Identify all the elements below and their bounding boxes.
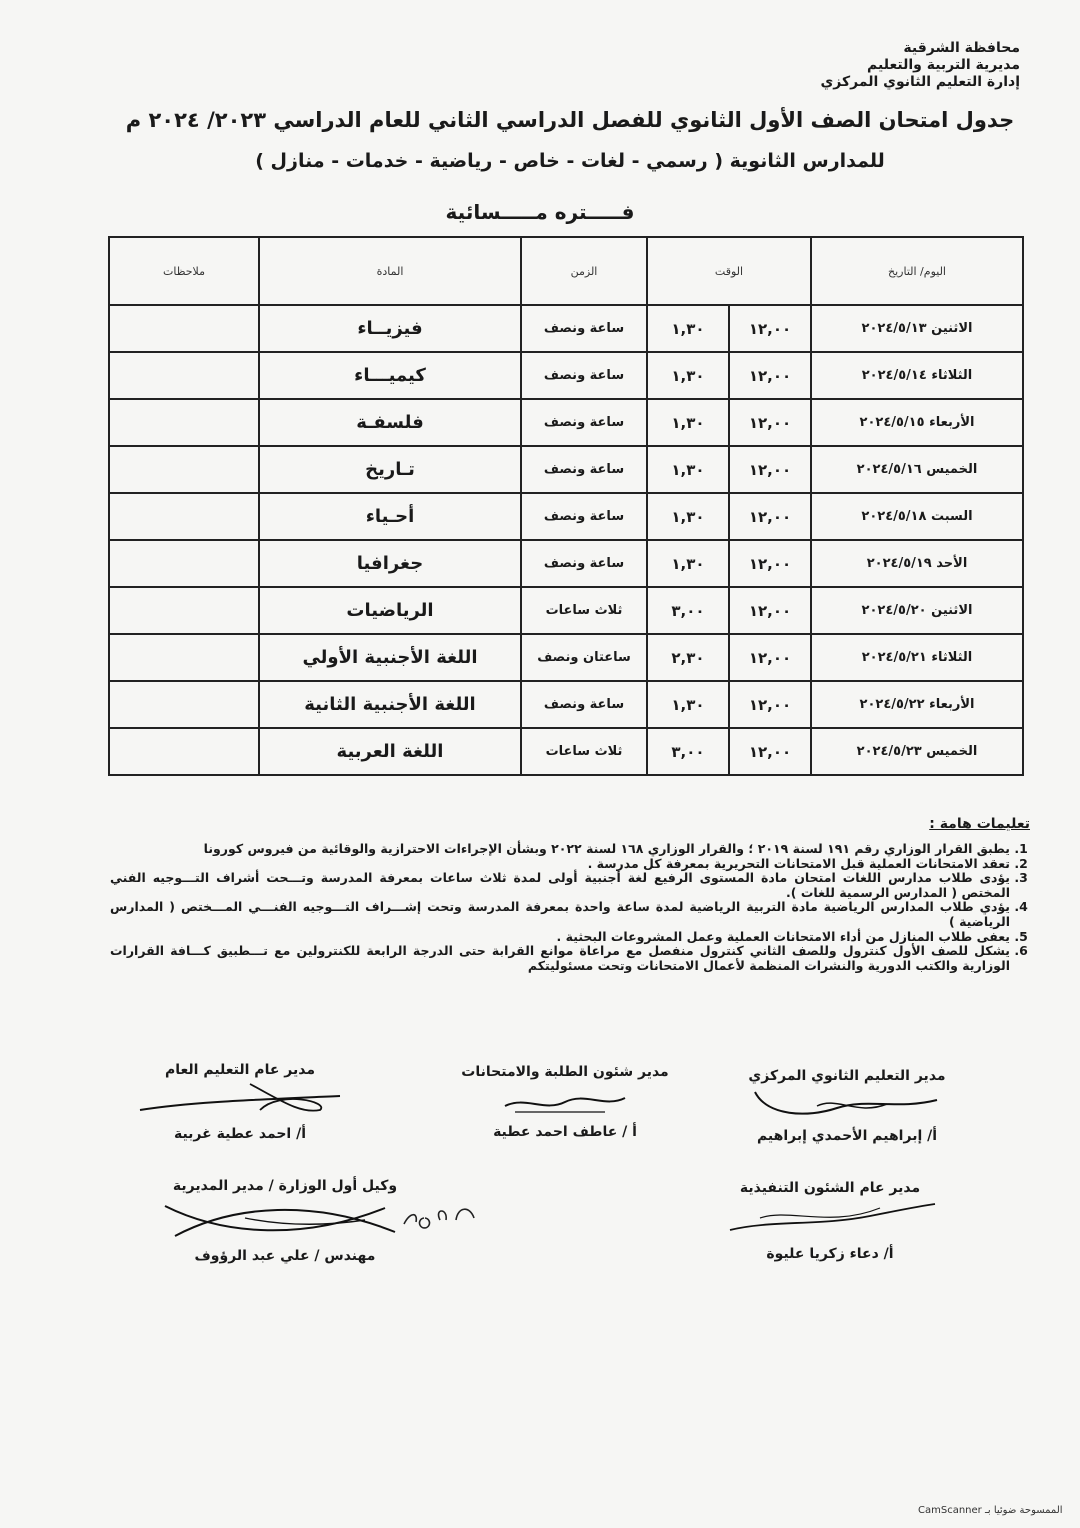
start-time-cell: ١٢,٠٠ [729, 446, 811, 493]
table-row [109, 681, 1023, 728]
end-time-cell: ١,٣٠ [647, 493, 729, 540]
signatory-name: أ/ إبراهيم الأحمدي إبراهيم [756, 1128, 938, 1144]
table-row [109, 493, 1023, 540]
table-header-row [109, 237, 1023, 305]
instruction-item: 4. يؤدي طلاب المدارس الرياضية مادة التربية الرياضية لمدة ساعة واحدة بمعرفة المدرسة وتحت إشـــراف التـــوجيه الفنـــي المـــختص ( المدارس الرياضية ) [110, 900, 1010, 929]
duration-cell: ساعة ونصف [521, 493, 647, 540]
instruction-item: 2. تعقد الامتحانات العملية قبل الامتحانات التحريرية بمعرفة كل مدرسة . [110, 857, 1010, 872]
notes-cell [109, 681, 259, 728]
signature-role: مدير عام الشئون التنفيذية [739, 1180, 921, 1196]
end-time-cell: ١,٣٠ [647, 352, 729, 399]
instruction-item: 5. يعفى طلاب المنازل من أداء الامتحانات العملية وعمل المشروعات البحثية . [110, 930, 1010, 945]
signature-role: مدير التعليم الثانوي المركزي [748, 1068, 946, 1084]
day-date-cell: السبت ٢٠٢٤/٥/١٨ [811, 493, 1023, 540]
instruction-item: 6. يشكل للصف الأول كنترول وللصف الثاني كنترول منفصل مع مراعاة موانع القرابة حتى الدرجة الرابعة للكنترولين مع تـــطبيق كـــافة القرارات الوزارية والكتب الدورية والنشرات المنظمة لأعمال الامتحانات وتحت مسئوليتكم [110, 944, 1010, 973]
start-time-cell: ١٢,٠٠ [729, 728, 811, 775]
header-time: الوقت [647, 237, 811, 305]
signature-block-student-affairs [440, 1064, 690, 1140]
signature-role: وكيل أول الوزارة / مدير المديرية [172, 1178, 398, 1194]
signature-block-executive-affairs [690, 1180, 970, 1262]
end-time-cell: ٣,٠٠ [647, 728, 729, 775]
subject-cell: كيميـــاء [259, 352, 521, 399]
table-row [109, 399, 1023, 446]
header-notes: ملاحظات [109, 237, 259, 305]
notes-cell [109, 728, 259, 775]
duration-cell: ساعة ونصف [521, 305, 647, 352]
document-subtitle: للمدارس الثانوية ( رسمي - لغات - خاص - رياضية - خدمات - منازل ) [255, 150, 885, 172]
org-line: إدارة التعليم الثانوي المركزي [820, 74, 1020, 90]
end-time-cell: ٢,٣٠ [647, 634, 729, 681]
notes-cell [109, 587, 259, 634]
document-title: جدول امتحان الصف الأول الثانوي للفصل الدراسي الثاني للعام الدراسي ٢٠٢٣/ ٢٠٢٤ م [125, 108, 1015, 132]
organization-header [820, 40, 1020, 91]
start-time-cell: ١٢,٠٠ [729, 634, 811, 681]
handwritten-signature [747, 1086, 947, 1122]
signature-block-general-education [120, 1062, 360, 1142]
handwritten-mark [400, 1198, 480, 1237]
day-date-cell: الأربعاء ٢٠٢٤/٥/٢٢ [811, 681, 1023, 728]
signature-block-undersecretary [130, 1178, 440, 1264]
duration-cell: ساعة ونصف [521, 446, 647, 493]
signature-block-central-secondary [712, 1068, 982, 1144]
subject-cell: الرياضيات [259, 587, 521, 634]
day-date-cell: الخميس ٢٠٢٤/٥/٢٣ [811, 728, 1023, 775]
table-row [109, 634, 1023, 681]
start-time-cell: ١٢,٠٠ [729, 587, 811, 634]
start-time-cell: ١٢,٠٠ [729, 352, 811, 399]
handwritten-signature [130, 1080, 350, 1120]
start-time-cell: ١٢,٠٠ [729, 493, 811, 540]
start-time-cell: ١٢,٠٠ [729, 305, 811, 352]
subject-cell: اللغة العربية [259, 728, 521, 775]
subject-cell: جغرافيا [259, 540, 521, 587]
start-time-cell: ١٢,٠٠ [729, 399, 811, 446]
duration-cell: ساعة ونصف [521, 681, 647, 728]
duration-cell: ثلاث ساعات [521, 728, 647, 775]
exam-schedule-table [108, 236, 1024, 776]
table-row [109, 587, 1023, 634]
subject-cell: اللغة الأجنبية الأولي [259, 634, 521, 681]
notes-cell [109, 305, 259, 352]
day-date-cell: الأحد ٢٠٢٤/٥/١٩ [811, 540, 1023, 587]
day-date-cell: الاثنين ٢٠٢٤/٥/١٣ [811, 305, 1023, 352]
signature-role: مدير شئون الطلبة والامتحانات [461, 1064, 669, 1080]
start-time-cell: ١٢,٠٠ [729, 540, 811, 587]
start-time-cell: ١٢,٠٠ [729, 681, 811, 728]
signatory-name: أ/ دعاء زكريا عليوة [766, 1246, 894, 1262]
subject-cell: اللغة الأجنبية الثانية [259, 681, 521, 728]
subject-cell: فيزيــاء [259, 305, 521, 352]
notes-cell [109, 446, 259, 493]
handwritten-signature [495, 1082, 635, 1118]
signature-role: مدير عام التعليم العام [165, 1062, 315, 1078]
duration-cell: ساعة ونصف [521, 540, 647, 587]
header-subject: المادة [259, 237, 521, 305]
scanner-footer: الممسوحة ضوئيا بـ CamScanner [918, 1505, 1063, 1516]
header-duration: الزمن [521, 237, 647, 305]
table-row [109, 352, 1023, 399]
handwritten-mark-drawing [400, 1198, 480, 1232]
subject-cell: تـاريخ [259, 446, 521, 493]
end-time-cell: ١,٣٠ [647, 305, 729, 352]
notes-cell [109, 540, 259, 587]
org-line: مديرية التربية والتعليم [867, 57, 1020, 73]
day-date-cell: الثلاثاء ٢٠٢٤/٥/١٤ [811, 352, 1023, 399]
end-time-cell: ١,٣٠ [647, 540, 729, 587]
signatory-name: أ / عاطف احمد عطية [493, 1124, 637, 1140]
end-time-cell: ١,٣٠ [647, 681, 729, 728]
notes-cell [109, 634, 259, 681]
day-date-cell: الثلاثاء ٢٠٢٤/٥/٢١ [811, 634, 1023, 681]
signatory-name: أ/ احمد عطية غربية [173, 1126, 307, 1142]
duration-cell: ساعة ونصف [521, 352, 647, 399]
day-date-cell: الخميس ٢٠٢٤/٥/١٦ [811, 446, 1023, 493]
end-time-cell: ١,٣٠ [647, 446, 729, 493]
table-row [109, 540, 1023, 587]
duration-cell: ساعة ونصف [521, 399, 647, 446]
handwritten-signature [720, 1198, 940, 1238]
period-label: فـــــتره مـــــسائية [445, 200, 635, 224]
instructions-title: تعليمات هامة : [929, 816, 1030, 832]
day-date-cell: الاثنين ٢٠٢٤/٥/٢٠ [811, 587, 1023, 634]
subject-cell: فلسفـة [259, 399, 521, 446]
notes-cell [109, 399, 259, 446]
instruction-item: 1. يطبق القرار الوزاري رقم ١٩١ لسنة ٢٠١٩ ؛ والقرار الوزاري ١٦٨ لسنة ٢٠٢٢ وبشأن الإجراءات الاحترازية والوقائية من فيروس كورونا [110, 842, 1010, 857]
table-row [109, 728, 1023, 775]
end-time-cell: ٣,٠٠ [647, 587, 729, 634]
duration-cell: ثلاث ساعات [521, 587, 647, 634]
notes-cell [109, 352, 259, 399]
end-time-cell: ١,٣٠ [647, 399, 729, 446]
day-date-cell: الأربعاء ٢٠٢٤/٥/١٥ [811, 399, 1023, 446]
org-line: محافظة الشرقية [903, 40, 1020, 56]
header-day-date: اليوم/ التاريخ [811, 237, 1023, 305]
signatory-name: مهندس / علي عبد الرؤوف [194, 1248, 376, 1264]
handwritten-signature [145, 1196, 425, 1242]
notes-cell [109, 493, 259, 540]
table-row [109, 305, 1023, 352]
subject-cell: أحـياء [259, 493, 521, 540]
duration-cell: ساعتان ونصف [521, 634, 647, 681]
instruction-item: 3. يؤدى طلاب مدارس اللغات امتحان مادة المستوى الرفيع لغة أجنبية أولى لمدة ثلاث ساعات بمعرفة المدرسة وتـــحت أشراف التـــوجيه الفني المختص ( المدارس الرسمية للغات ). [110, 871, 1010, 900]
table-row [109, 446, 1023, 493]
instructions-list [110, 842, 1036, 973]
